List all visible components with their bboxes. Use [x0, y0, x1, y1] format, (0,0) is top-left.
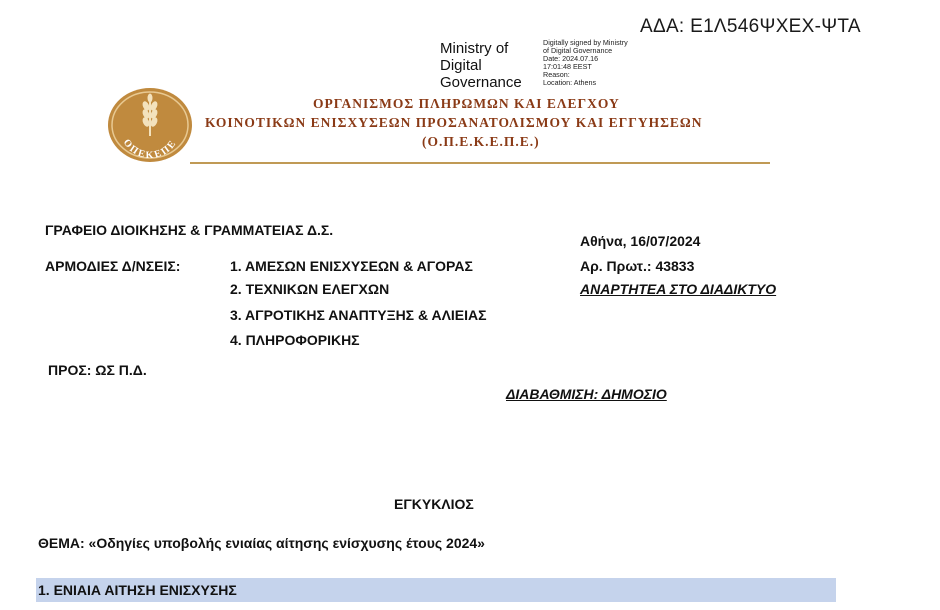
logo-text: ΟΠΕΚΕΠΕ	[120, 137, 180, 162]
signature-detail-line: Date: 2024.07.16	[543, 53, 599, 63]
signature-detail-line: Digitally signed by Ministry	[543, 38, 628, 47]
document-date: Αθήνα, 16/07/2024	[580, 233, 701, 249]
publish-note: ΑΝΑΡΤΗΤΕΑ ΣΤΟ ΔΙΑΔΙΚΤΥΟ	[580, 281, 777, 297]
header-divider	[190, 162, 770, 164]
department-item: 2. ΤΕΧΝΙΚΩΝ ΕΛΕΓΧΩΝ	[230, 281, 390, 297]
department-item: 4. ΠΛΗΡΟΦΟΡΙΚΗΣ	[230, 332, 360, 348]
signature-detail-line: Location: Athens	[543, 77, 597, 87]
department-item: 3. ΑΓΡΟΤΙΚΗΣ ΑΝΑΠΤΥΞΗΣ & ΑΛΙΕΙΑΣ	[230, 307, 487, 323]
signature-detail-line: of Digital Governance	[543, 45, 613, 55]
signature-detail-line: Reason:	[543, 69, 570, 79]
classification: ΔΙΑΒΑΘΜΙΣΗ: ΔΗΜΟΣΙΟ	[506, 386, 667, 402]
departments-label: ΑΡΜΟΔΙΕΣ Δ/ΝΣΕΙΣ:	[45, 258, 181, 274]
org-name-line-2: ΚΟΙΝΟΤΙΚΩΝ ΕΝΙΣΧΥΣΕΩΝ ΠΡΟΣΑΝΑΤΟΛΙΣΜΟΥ ΚΑΙ ΕΓΓΥΗΣΕΩΝ	[205, 115, 703, 130]
signature-name-line: Digital	[440, 57, 482, 74]
signature-details	[543, 39, 628, 86]
org-name-line-1: ΟΡΓΑΝΙΣΜΟΣ ΠΛΗΡΩΜΩΝ ΚΑΙ ΕΛΕΓΧΟΥ	[313, 96, 620, 111]
office-title: ΓΡΑΦΕΙΟ ΔΙΟΙΚΗΣΗΣ & ΓΡΑΜΜΑΤΕΙΑΣ Δ.Σ.	[45, 222, 334, 238]
signature-detail-line: 17:01:48 EEST	[543, 61, 592, 71]
section-heading: 1. ΕΝΙΑΙΑ ΑΙΤΗΣΗ ΕΝΙΣΧΥΣΗΣ	[38, 582, 237, 598]
recipients: ΠΡΟΣ: ΩΣ Π.Δ.	[48, 362, 147, 378]
signature-name	[440, 40, 522, 91]
signature-name-line: Governance	[440, 74, 522, 91]
department-item: 1. ΑΜΕΣΩΝ ΕΝΙΣΧΥΣΕΩΝ & ΑΓΟΡΑΣ	[230, 258, 473, 274]
org-acronym: (Ο.Π.Ε.Κ.Ε.Π.Ε.)	[422, 134, 540, 149]
opekepe-logo-icon	[106, 86, 194, 164]
signature-name-line: Ministry of	[440, 40, 509, 57]
ada-code: ΑΔΑ: Ε1Λ546ΨΧΕΧ-ΨΤΑ	[640, 16, 861, 37]
document-subject: ΘΕΜΑ: «Οδηγίες υποβολής ενιαίας αίτησης ενίσχυσης έτους 2024»	[38, 535, 485, 551]
document-type: ΕΓΚΥΚΛΙΟΣ	[394, 496, 474, 512]
protocol-number: Αρ. Πρωτ.: 43833	[580, 258, 695, 274]
